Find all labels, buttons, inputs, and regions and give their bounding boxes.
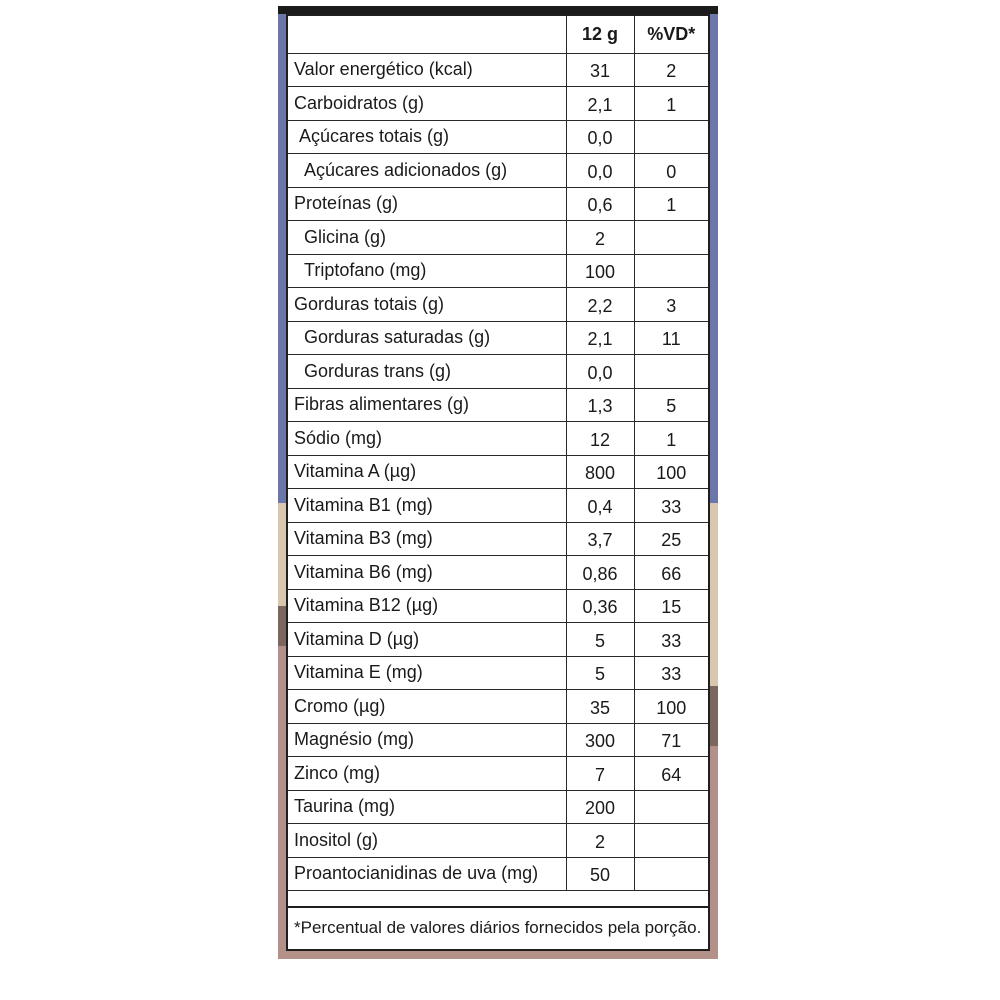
nutrient-name: Taurina (mg) [288, 790, 566, 824]
table-row [288, 455, 708, 489]
nutrient-amount: 300 [566, 723, 634, 757]
nutrient-name: Fibras alimentares (g) [288, 388, 566, 422]
nutrient-name: Triptofano (mg) [288, 254, 566, 288]
nutrient-name: Gorduras totais (g) [288, 288, 566, 322]
nutrient-name: Glicina (g) [288, 221, 566, 255]
package-top-edge [278, 6, 718, 14]
nutrient-name: Carboidratos (g) [288, 87, 566, 121]
nutrient-name: Zinco (mg) [288, 757, 566, 791]
nutrient-name: Proteínas (g) [288, 187, 566, 221]
header-daily-value: %VD* [634, 16, 708, 53]
nutrient-amount: 12 [566, 422, 634, 456]
table-row [288, 221, 708, 255]
nutrient-daily-value: 33 [634, 623, 708, 657]
table-row [288, 824, 708, 858]
nutrient-daily-value: 33 [634, 656, 708, 690]
nutrient-name: Valor energético (kcal) [288, 53, 566, 87]
table-row [288, 321, 708, 355]
nutrient-amount: 800 [566, 455, 634, 489]
nutrient-name: Vitamina E (mg) [288, 656, 566, 690]
nutrient-amount: 2,1 [566, 87, 634, 121]
nutrient-amount: 31 [566, 53, 634, 87]
nutrient-name: Vitamina D (µg) [288, 623, 566, 657]
table-row [288, 53, 708, 87]
table-row [288, 154, 708, 188]
table-row [288, 187, 708, 221]
nutrient-amount: 5 [566, 656, 634, 690]
nutrient-daily-value [634, 221, 708, 255]
nutrient-daily-value: 11 [634, 321, 708, 355]
table-row [288, 120, 708, 154]
nutrient-amount: 7 [566, 757, 634, 791]
table-header-row [288, 16, 708, 53]
nutrient-daily-value: 71 [634, 723, 708, 757]
nutrient-amount: 50 [566, 857, 634, 891]
nutrient-amount: 0,0 [566, 120, 634, 154]
nutrient-daily-value: 1 [634, 187, 708, 221]
nutrient-daily-value [634, 824, 708, 858]
table-row [288, 254, 708, 288]
nutrient-amount: 0,36 [566, 589, 634, 623]
nutrient-amount: 2 [566, 221, 634, 255]
nutrition-table [288, 16, 708, 891]
nutrient-amount: 2 [566, 824, 634, 858]
table-row [288, 589, 708, 623]
nutrient-name: Vitamina A (µg) [288, 455, 566, 489]
nutrient-amount: 1,3 [566, 388, 634, 422]
table-row [288, 623, 708, 657]
table-row [288, 790, 708, 824]
nutrient-name: Vitamina B6 (mg) [288, 556, 566, 590]
nutrient-name: Cromo (µg) [288, 690, 566, 724]
table-row [288, 556, 708, 590]
nutrient-name: Gorduras saturadas (g) [288, 321, 566, 355]
nutrient-daily-value: 1 [634, 87, 708, 121]
nutrient-name: Sódio (mg) [288, 422, 566, 456]
header-nutrient [288, 16, 566, 53]
table-row [288, 723, 708, 757]
table-row [288, 489, 708, 523]
table-row [288, 522, 708, 556]
nutrient-amount: 0,4 [566, 489, 634, 523]
nutrient-name: Açúcares adicionados (g) [288, 154, 566, 188]
nutrient-daily-value [634, 254, 708, 288]
table-row [288, 388, 708, 422]
nutrient-daily-value: 100 [634, 690, 708, 724]
nutrient-daily-value: 15 [634, 589, 708, 623]
nutrient-rows [288, 53, 708, 891]
nutrient-daily-value: 5 [634, 388, 708, 422]
nutrient-daily-value [634, 355, 708, 389]
nutrient-daily-value: 25 [634, 522, 708, 556]
nutrient-daily-value [634, 857, 708, 891]
nutrient-daily-value [634, 120, 708, 154]
nutrient-name: Vitamina B3 (mg) [288, 522, 566, 556]
header-portion: 12 g [566, 16, 634, 53]
table-row [288, 288, 708, 322]
table-row [288, 422, 708, 456]
nutrient-amount: 2,1 [566, 321, 634, 355]
nutrient-daily-value [634, 790, 708, 824]
nutrient-amount: 2,2 [566, 288, 634, 322]
nutrient-daily-value: 100 [634, 455, 708, 489]
nutrient-daily-value: 33 [634, 489, 708, 523]
nutrient-amount: 0,86 [566, 556, 634, 590]
nutrient-daily-value: 2 [634, 53, 708, 87]
nutrient-name: Inositol (g) [288, 824, 566, 858]
table-row [288, 355, 708, 389]
nutrient-amount: 35 [566, 690, 634, 724]
nutrient-name: Açúcares totais (g) [288, 120, 566, 154]
nutrient-amount: 0,0 [566, 355, 634, 389]
nutrient-amount: 200 [566, 790, 634, 824]
table-row [288, 857, 708, 891]
nutrient-amount: 0,0 [566, 154, 634, 188]
nutrient-amount: 100 [566, 254, 634, 288]
nutrient-name: Vitamina B1 (mg) [288, 489, 566, 523]
nutrient-daily-value: 1 [634, 422, 708, 456]
nutrient-name: Gorduras trans (g) [288, 355, 566, 389]
nutrient-name: Vitamina B12 (µg) [288, 589, 566, 623]
nutrient-amount: 3,7 [566, 522, 634, 556]
nutrient-daily-value: 0 [634, 154, 708, 188]
nutrient-daily-value: 64 [634, 757, 708, 791]
nutrient-name: Magnésio (mg) [288, 723, 566, 757]
table-row [288, 690, 708, 724]
table-row [288, 87, 708, 121]
table-row [288, 757, 708, 791]
table-row [288, 656, 708, 690]
nutrition-facts-panel [286, 14, 710, 951]
nutrient-daily-value: 66 [634, 556, 708, 590]
nutrient-amount: 0,6 [566, 187, 634, 221]
nutrient-daily-value: 3 [634, 288, 708, 322]
footnote: *Percentual de valores diários fornecidos pela porção. [288, 906, 708, 949]
nutrient-name: Proantocianidinas de uva (mg) [288, 857, 566, 891]
nutrient-amount: 5 [566, 623, 634, 657]
